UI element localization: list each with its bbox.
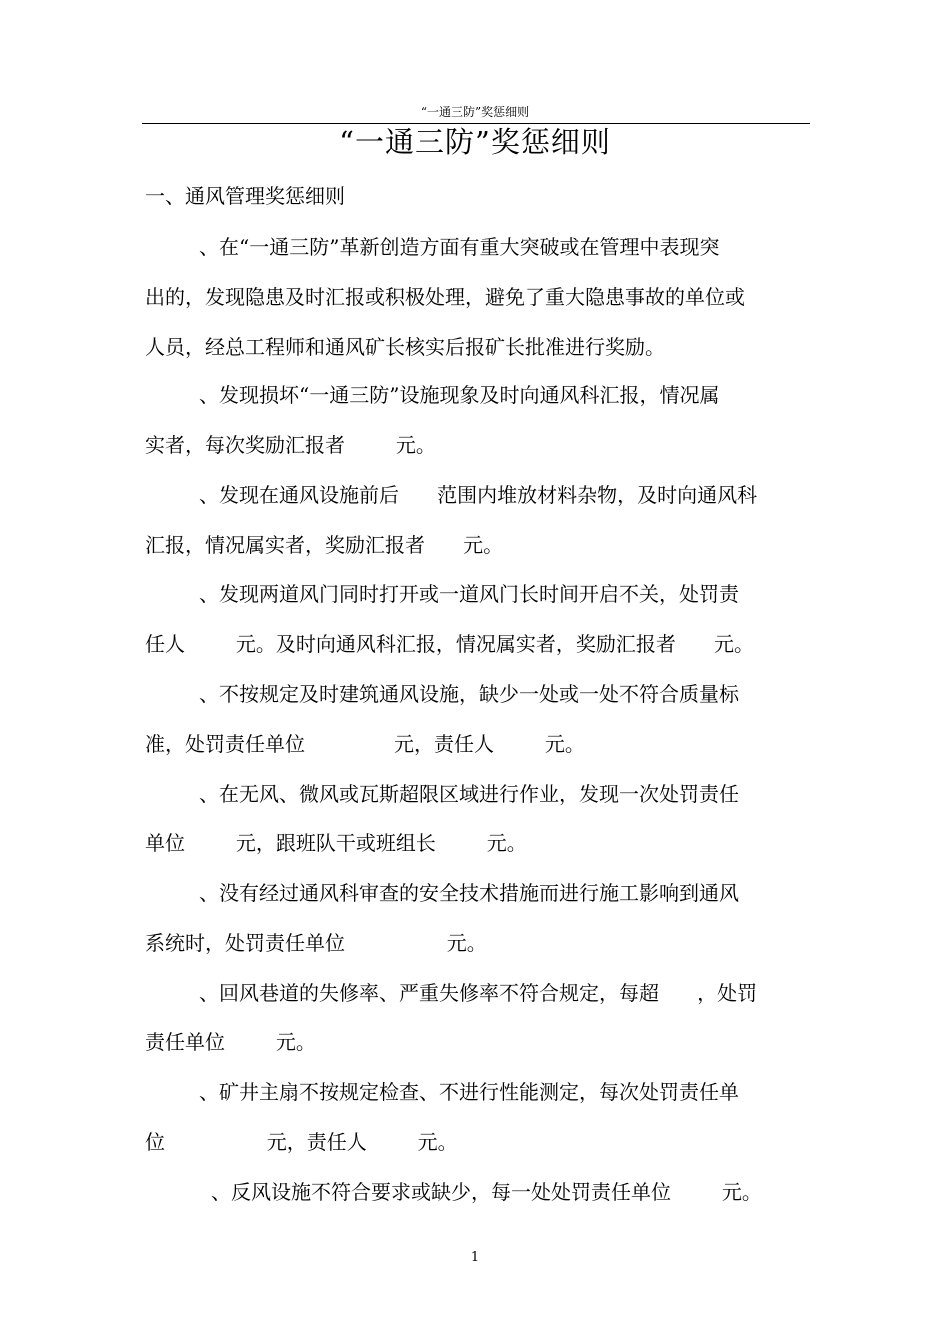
paragraph-10-line-1: 、反风设施不符合要求或缺少，每一处处罚责任单位 元。 — [211, 1180, 762, 1204]
paragraph-4-line-1: 、发现两道风门同时打开或一道风门长时间开启不关，处罚责 — [199, 582, 739, 606]
paragraph-6-line-1: 、在无风、微风或瓦斯超限区域进行作业，发现一次处罚责任 — [199, 782, 739, 806]
paragraph-5-line-2: 准，处罚责任单位 元，责任人 元。 — [145, 732, 585, 756]
paragraph-7-line-2: 系统时，处罚责任单位 元。 — [145, 931, 487, 955]
page-header: “一通三防”奖惩细则 — [420, 105, 530, 119]
paragraph-9-line-2: 位 元，责任人 元。 — [145, 1130, 458, 1154]
paragraph-2-line-2: 实者，每次奖励汇报者 元。 — [145, 433, 436, 457]
paragraph-9-line-1: 、矿井主扇不按规定检查、不进行性能测定，每次处罚责任单 — [199, 1080, 739, 1104]
paragraph-7-line-1: 、没有经过通风科审查的安全技术措施而进行施工影响到通风 — [199, 881, 739, 905]
section-heading: 一、通风管理奖惩细则 — [145, 184, 345, 208]
paragraph-4-line-2: 任人 元。及时向通风科汇报，情况属实者，奖励汇报者 元。 — [145, 632, 755, 656]
paragraph-3-line-1: 、发现在通风设施前后 范围内堆放材料杂物，及时向通风科 — [199, 483, 758, 507]
paragraph-8-line-1: 、回风巷道的失修率、严重失修率不符合规定，每超 ，处罚 — [199, 981, 758, 1005]
paragraph-3-line-2: 汇报，情况属实者，奖励汇报者 元。 — [145, 533, 504, 557]
document-title: “一通三防”奖惩细则 — [339, 125, 611, 159]
paragraph-6-line-2: 单位 元，跟班队干或班组长 元。 — [145, 831, 527, 855]
paragraph-2-line-1: 、发现损坏“一通三防”设施现象及时向通风科汇报，情况属 — [199, 383, 720, 407]
paragraph-1-line-1: 、在“一通三防”革新创造方面有重大突破或在管理中表现突 — [199, 235, 720, 259]
paragraph-1-line-3: 人员，经总工程师和通风矿长核实后报矿长批准进行奖励。 — [145, 335, 665, 359]
page-number: 1 — [470, 1250, 480, 1265]
paragraph-1-line-2: 出的，发现隐患及时汇报或积极处理，避免了重大隐患事故的单位或 — [145, 285, 745, 309]
paragraph-8-line-2: 责任单位 元。 — [145, 1030, 316, 1054]
paragraph-5-line-1: 、不按规定及时建筑通风设施，缺少一处或一处不符合质量标 — [199, 682, 739, 706]
